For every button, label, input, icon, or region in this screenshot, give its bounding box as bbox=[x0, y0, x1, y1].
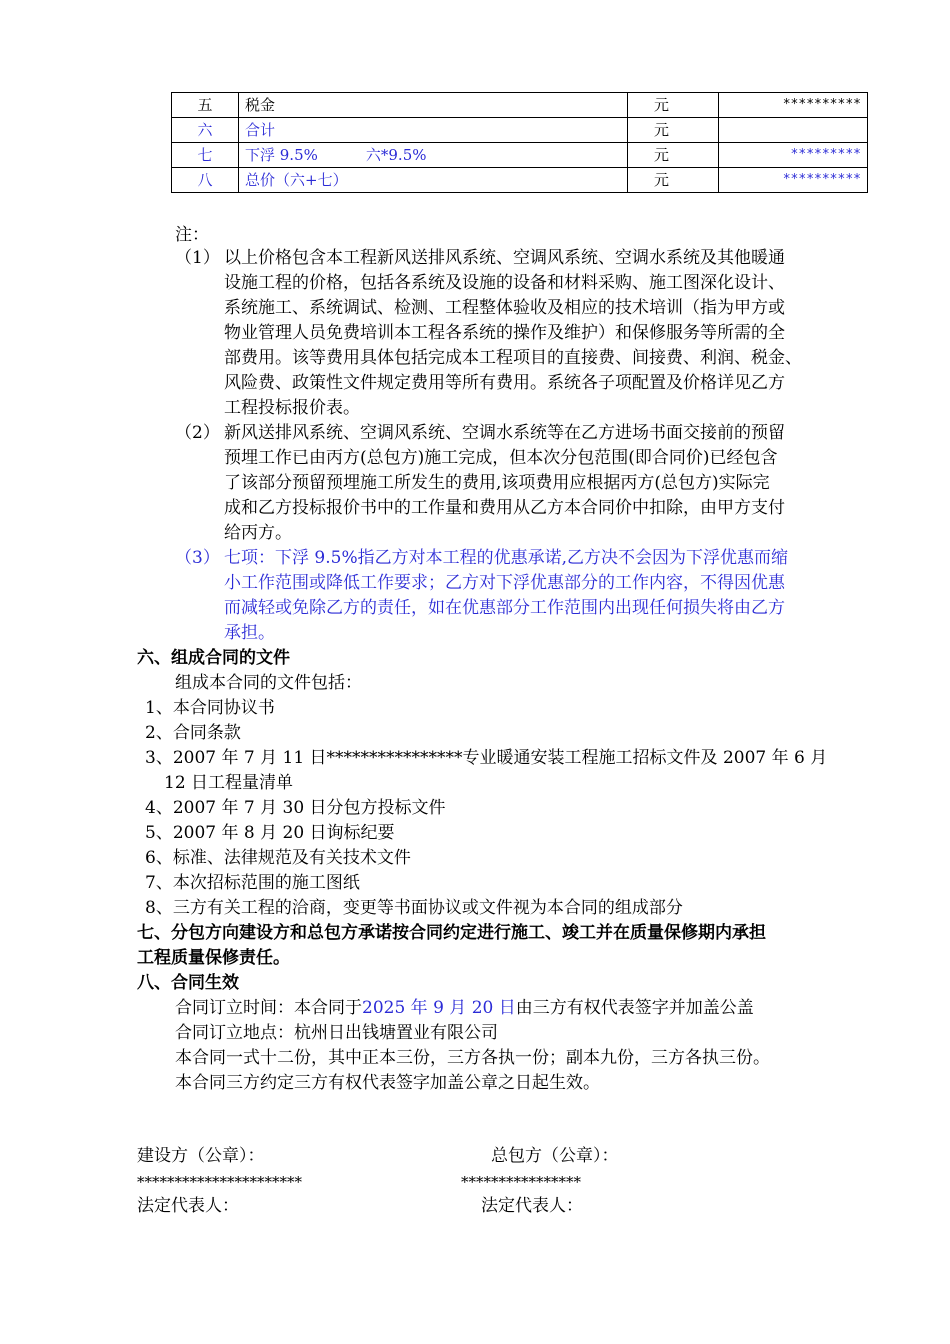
row-value: ********* bbox=[719, 143, 868, 168]
price-row bbox=[172, 118, 868, 143]
contractor-rep-label: 法定代表人： bbox=[481, 1196, 583, 1216]
doc-item-6: 6、标准、法律规范及有关技术文件 bbox=[145, 848, 411, 868]
doc-item-5: 5、2007 年 8 月 20 日询标纪要 bbox=[145, 823, 395, 843]
price-row bbox=[172, 93, 868, 118]
price-row bbox=[172, 143, 868, 168]
section-8-heading: 八、合同生效 bbox=[137, 973, 239, 993]
row-item bbox=[239, 168, 628, 193]
owner-seal-label: 建设方（公章）： bbox=[137, 1146, 265, 1166]
row-unit: 元 bbox=[628, 143, 719, 168]
row-item bbox=[239, 118, 628, 143]
signing-date: 2025 年 9 月 20 日 bbox=[362, 998, 516, 1018]
note-line: 设施工程的价格，包括各系统及设施的设备和材料采购、施工图深化设计、 bbox=[224, 273, 785, 293]
note-2-number: （2） bbox=[175, 423, 220, 443]
contractor-name: **************** bbox=[461, 1173, 581, 1191]
doc-item-1: 1、本合同协议书 bbox=[145, 698, 275, 718]
doc-item-7: 7、本次招标范围的施工图纸 bbox=[145, 873, 360, 893]
note-line: 成和乙方投标报价书中的工作量和费用从乙方本合同价中扣除，由甲方支付 bbox=[224, 498, 785, 518]
row-item-label: 下浮 9.5% bbox=[245, 146, 318, 164]
note-line: 工程投标报价表。 bbox=[224, 398, 360, 418]
row-unit: 元 bbox=[628, 168, 719, 193]
price-table bbox=[171, 92, 868, 193]
row-number: 七 bbox=[172, 143, 239, 168]
row-number: 六 bbox=[172, 118, 239, 143]
doc-item-3: 3、2007 年 7 月 11 日****************专业暖通安装工程施工招标文件及 2007 年 6 月 bbox=[145, 748, 828, 768]
note-line: 给丙方。 bbox=[224, 523, 292, 543]
owner-rep-label: 法定代表人： bbox=[137, 1196, 239, 1216]
note-1-text bbox=[224, 246, 802, 421]
doc-item-3-cont: 12 日工程量清单 bbox=[164, 773, 294, 793]
signing-time bbox=[175, 996, 754, 1021]
note-line: 小工作范围或降低工作要求；乙方对下浮优惠部分的工作内容，不得因优惠 bbox=[224, 573, 785, 593]
note-line: 以上价格包含本工程新风送排风系统、空调风系统、空调水系统及其他暖通 bbox=[224, 248, 785, 268]
note-line: 七项：下浮 9.5%指乙方对本工程的优惠承诺,乙方决不会因为下浮优惠而缩 bbox=[224, 548, 788, 568]
row-item-label: 税金 bbox=[245, 96, 276, 114]
note-1-number: （1） bbox=[175, 248, 220, 268]
note-line: 系统施工、系统调试、检测、工程整体验收及相应的技术培训（指为甲方或 bbox=[224, 298, 785, 318]
note-line: 了该部分预留预埋施工所发生的费用,该项费用应根据丙方(总包方)实际完 bbox=[224, 473, 770, 493]
note-line: 预埋工作已由丙方(总包方)施工完成，但本次分包范围(即合同价)已经包含 bbox=[224, 448, 778, 468]
note-line: 部费用。该等费用具体包括完成本工程项目的直接费、间接费、利润、税金、 bbox=[224, 348, 802, 368]
row-item bbox=[239, 143, 628, 168]
section-7-line-2: 工程质量保修责任。 bbox=[137, 948, 290, 968]
note-line: 风险费、政策性文件规定费用等所有费用。系统各子项配置及价格详见乙方 bbox=[224, 373, 785, 393]
signing-time-suffix: 由三方有权代表签字并加盖公盖 bbox=[515, 998, 754, 1018]
doc-item-2: 2、合同条款 bbox=[145, 723, 241, 743]
section-7-line-1: 七、分包方向建设方和总包方承诺按合同约定进行施工、竣工并在质量保修期内承担 bbox=[137, 923, 766, 943]
row-value bbox=[719, 118, 868, 143]
note-line: 物业管理人员免费培训本工程各系统的操作及维护）和保修服务等所需的全 bbox=[224, 323, 785, 343]
row-item-formula: 六*9.5% bbox=[365, 146, 427, 164]
owner-name: ********************** bbox=[137, 1173, 302, 1191]
note-3-text bbox=[224, 546, 788, 646]
doc-item-4: 4、2007 年 7 月 30 日分包方投标文件 bbox=[145, 798, 446, 818]
row-unit: 元 bbox=[628, 118, 719, 143]
row-item bbox=[239, 93, 628, 118]
section-6-intro: 组成本合同的文件包括： bbox=[175, 673, 362, 693]
notes-label: 注： bbox=[175, 225, 209, 245]
price-row bbox=[172, 168, 868, 193]
copies-statement: 本合同一式十二份，其中正本三份，三方各执一份；副本九份，三方各执三份。 bbox=[175, 1048, 770, 1068]
note-2-text bbox=[224, 421, 785, 546]
row-unit: 元 bbox=[628, 93, 719, 118]
note-line: 承担。 bbox=[224, 623, 275, 643]
note-line: 而减轻或免除乙方的责任，如在优惠部分工作范围内出现任何损失将由乙方 bbox=[224, 598, 785, 618]
contractor-seal-label: 总包方（公章）： bbox=[491, 1146, 619, 1166]
row-number: 八 bbox=[172, 168, 239, 193]
effective-statement: 本合同三方约定三方有权代表签字加盖公章之日起生效。 bbox=[175, 1073, 600, 1093]
note-3-number: （3） bbox=[175, 548, 220, 568]
row-number: 五 bbox=[172, 93, 239, 118]
row-value: ********** bbox=[719, 168, 868, 193]
signing-place: 合同订立地点：杭州日出钱塘置业有限公司 bbox=[175, 1023, 498, 1043]
note-line: 新风送排风系统、空调风系统、空调水系统等在乙方进场书面交接前的预留 bbox=[224, 423, 785, 443]
doc-item-8: 8、三方有关工程的洽商，变更等书面协议或文件视为本合同的组成部分 bbox=[145, 898, 683, 918]
row-item-label: 总价（六+七） bbox=[245, 171, 348, 189]
row-item-label: 合计 bbox=[245, 121, 276, 139]
section-6-heading: 六、组成合同的文件 bbox=[137, 648, 290, 668]
row-value: ********** bbox=[719, 93, 868, 118]
signing-time-prefix: 合同订立时间：本合同于 bbox=[175, 998, 362, 1018]
